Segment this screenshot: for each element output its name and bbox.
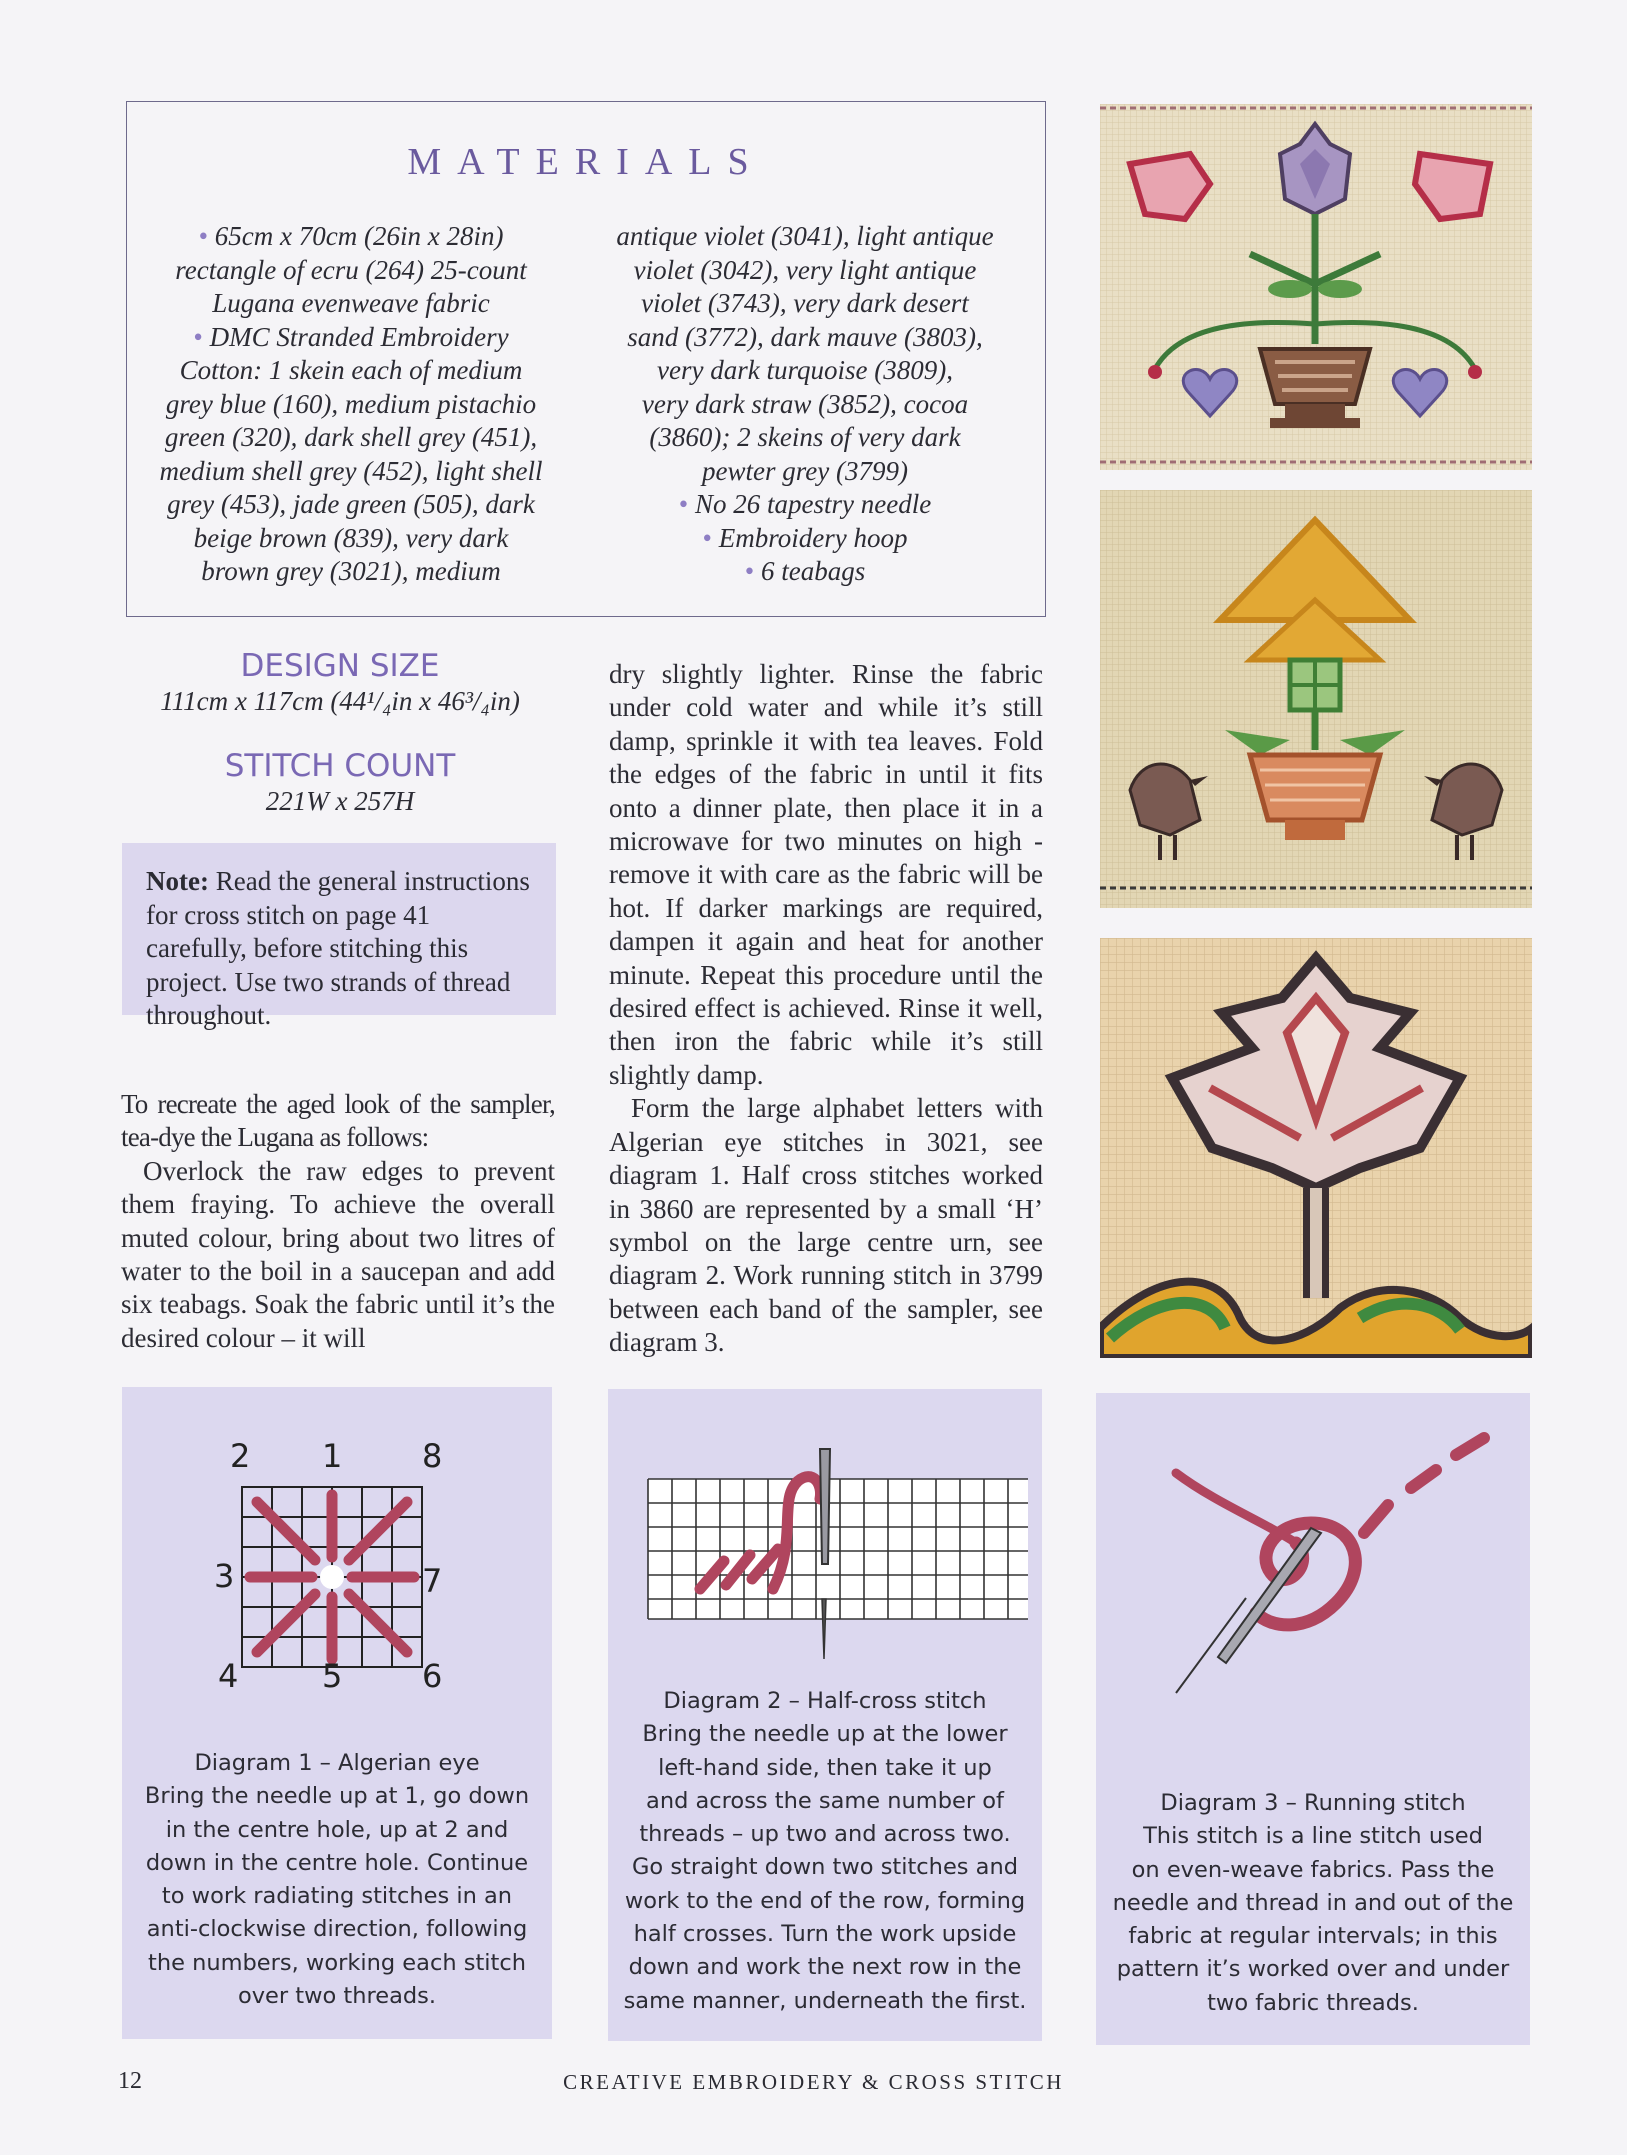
design-size-heading: DESIGN SIZE [240, 648, 440, 684]
materials-line: grey blue (160), medium pistachio [165, 388, 537, 419]
diagram-number: 5 [322, 1657, 343, 1695]
note-box [122, 843, 556, 1030]
diagram-3-caption [1096, 1787, 1530, 2020]
materials-box [126, 101, 1046, 617]
materials-line: green (320), dark shell grey (451), [164, 422, 538, 452]
body-column-right [609, 658, 1043, 1360]
caption-line: anti-clockwise direction, following [146, 1916, 528, 1943]
page-number: 12 [118, 2068, 142, 2094]
sampler-photo-tulip [1100, 938, 1532, 1358]
design-size-value: 111cm x 117cm (44¹/₄in x 46³/₄in) [160, 686, 520, 716]
caption-line: needle and thread in and out of the [1112, 1889, 1514, 1916]
materials-line: (3860); 2 skeins of very dark [649, 422, 961, 452]
caption-line: pattern it’s worked over and under [1116, 1956, 1510, 1983]
materials-line: sand (3772), dark mauve (3803), [627, 321, 983, 352]
bullet-glyph: • [678, 489, 689, 519]
diagram-1-panel [122, 1387, 552, 2039]
materials-line: grey (453), jade green (505), dark [167, 489, 535, 519]
bullet-glyph: • [198, 221, 209, 251]
caption-line: and across the same number of [646, 1787, 1004, 1814]
bullet-glyph: • [702, 522, 712, 553]
body-paragraph: To recreate the aged look of the sampler, tea-dye the Lugana as follows: [121, 1089, 555, 1153]
bullet-glyph: • [744, 556, 755, 586]
caption-line: on even-weave fabrics. Pass the [1131, 1856, 1495, 1883]
diagram-number: 6 [422, 1657, 443, 1695]
diagram-3-panel [1096, 1393, 1530, 2045]
materials-line: antique violet (3041), light antique [616, 221, 994, 251]
caption-line: work to the end of the row, forming [624, 1887, 1026, 1914]
running-stitch-diagram [1096, 1393, 1530, 1773]
diagram-1-caption [122, 1747, 552, 2013]
algerian-eye-diagram [122, 1387, 552, 1707]
materials-line: • Embroidery hoop [702, 522, 908, 553]
caption-title: Diagram 1 – Algerian eye [194, 1750, 480, 1776]
flower-urn-motif [1100, 104, 1532, 470]
materials-line: beige brown (839), very dark [193, 522, 509, 553]
caption-line: down in the centre hole. Continue [145, 1849, 529, 1876]
body-paragraph: Overlock the raw edges to prevent them fraying. To achieve the overall muted colour, bring about two litres of water to the boil in a saucepan and add six teabags. Soak the fabric until it’s the desired colour – it will [121, 1155, 555, 1353]
caption-line: This stitch is a line stitch used [1143, 1823, 1483, 1850]
magazine-title: CREATIVE EMBROIDERY & CROSS STITCH [563, 2070, 1064, 2094]
caption-line: two fabric threads. [1207, 1989, 1419, 2016]
diagram-number: 8 [422, 1437, 443, 1475]
tulip-motif [1100, 938, 1532, 1358]
stitch-count-heading: STITCH COUNT [224, 748, 456, 784]
caption-line: over two threads. [237, 1983, 437, 2010]
materials-line: medium shell grey (452), light shell [159, 455, 543, 486]
caption-line: Bring the needle up at the lower [642, 1721, 1008, 1748]
materials-line: rectangle of ecru (264) 25-count [175, 254, 527, 285]
bullet-glyph: • [193, 321, 203, 352]
diagram-number: 1 [322, 1437, 343, 1475]
materials-title: MATERIALS [407, 141, 765, 183]
materials-line: • 6 teabags [744, 556, 866, 586]
materials-line: • 65cm x 70cm (26in x 28in) [198, 221, 504, 251]
sampler-photo-birds [1100, 490, 1532, 908]
materials-line: • DMC Stranded Embroidery [193, 321, 509, 352]
caption-line: in the centre hole, up at 2 and [165, 1816, 509, 1843]
caption-line: half crosses. Turn the work upside [633, 1921, 1017, 1948]
birds-motif [1100, 490, 1532, 908]
diagram-number: 7 [422, 1562, 443, 1600]
caption-line: to work radiating stitches in an [161, 1883, 513, 1910]
diagram-number: 3 [214, 1557, 235, 1595]
caption-line: same manner, underneath the first. [623, 1987, 1027, 2014]
note-label: Note: [146, 866, 209, 896]
half-cross-diagram [608, 1389, 1042, 1689]
diagram-2-panel [608, 1389, 1042, 2041]
materials-line: very dark straw (3852), cocoa [641, 388, 969, 419]
caption-title: Diagram 3 – Running stitch [1160, 1790, 1466, 1816]
caption-line: fabric at regular intervals; in this [1128, 1923, 1498, 1950]
sampler-photo-flower-urn [1100, 104, 1532, 470]
diagram-2-caption [608, 1685, 1042, 2018]
caption-line: Go straight down two stitches and [631, 1854, 1018, 1881]
materials-line: pewter grey (3799) [702, 455, 908, 486]
caption-title: Diagram 2 – Half-cross stitch [663, 1688, 987, 1714]
body-column-left [121, 1088, 555, 1355]
materials-line: violet (3743), very dark desert [641, 288, 969, 318]
stitch-count-value: 221W x 257H [265, 786, 415, 816]
materials-line: very dark turquoise (3809), [657, 355, 953, 385]
materials-line: Lugana evenweave fabric [212, 288, 490, 318]
diagram-number: 4 [218, 1657, 239, 1695]
materials-line: • No 26 tapestry needle [678, 489, 932, 519]
caption-line: down and work the next row in the [628, 1954, 1022, 1981]
diagram-number: 2 [230, 1437, 251, 1475]
materials-line: Cotton: 1 skein each of medium [179, 355, 523, 385]
materials-line: brown grey (3021), medium [201, 556, 501, 586]
caption-line: the numbers, working each stitch [148, 1949, 526, 1976]
body-paragraph: Form the large alphabet letters with Algerian eye stitches in 3021, see diagram 1. Half cross stitches worked in 3860 are represented by a small ‘H’ symbol on the large centre urn, see diagram 2. Work running stitch in 3799 between each band of the sampler, see diagram 3. [609, 1093, 1043, 1358]
note-text: Read the general instructions for cross stitch on page 41 carefully, before stitching this project. Use two strands of thread throughout. [146, 866, 530, 1030]
body-paragraph: dry slightly lighter. Rinse the fabric under cold water and while it’s still damp, sprinkle it with tea leaves. Fold the edges of the fabric in until it fits onto a dinner plate, then place it in a microwave for two minutes on high - remove it with care as the fabric will be hot. If darker markings are required, dampen it again and heat for another minute. Repeat this procedure until the desired effect is achieved. Rinse it well, then iron the fabric while it’s still slightly damp. [609, 659, 1043, 1090]
materials-line: violet (3042), very light antique [633, 254, 977, 285]
caption-line: threads – up two and across two. [639, 1821, 1011, 1848]
materials-right-column [595, 220, 1015, 589]
caption-line: Bring the needle up at 1, go down [144, 1783, 530, 1810]
materials-left-column [141, 220, 561, 589]
caption-line: left-hand side, then take it up [658, 1754, 992, 1781]
